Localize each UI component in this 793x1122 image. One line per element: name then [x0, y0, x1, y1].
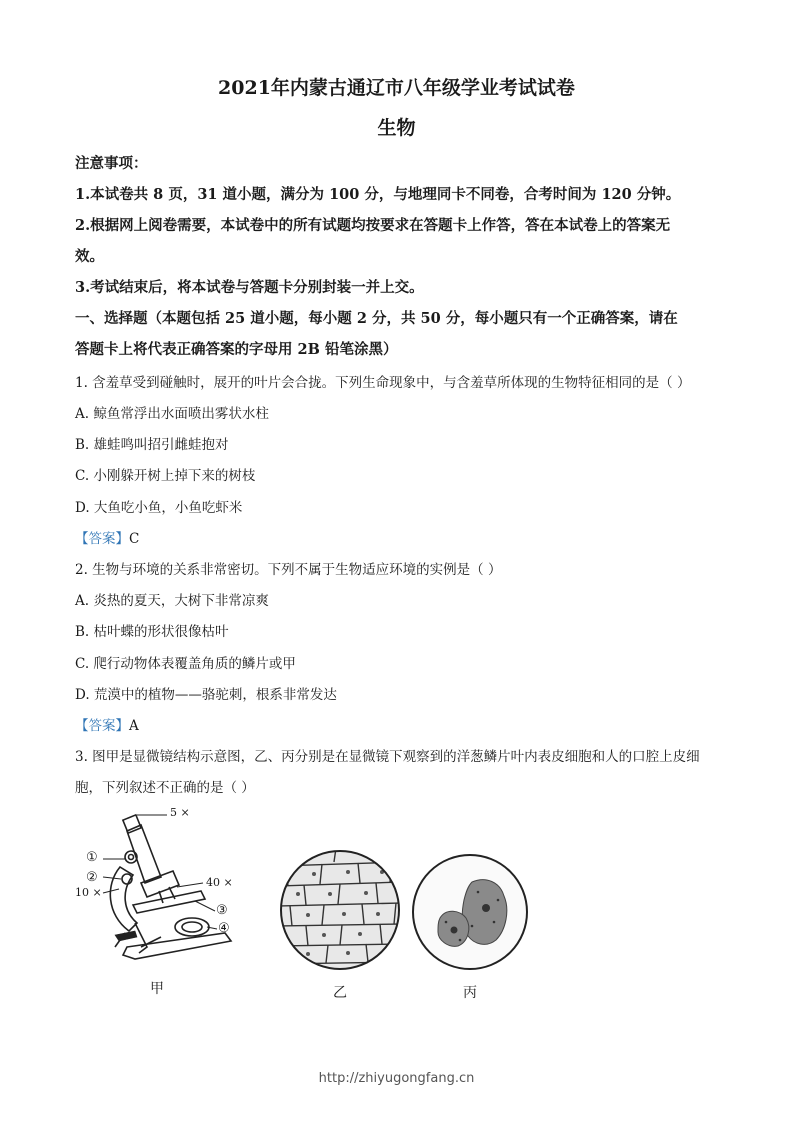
- page-title: 2021年内蒙古通辽市八年级学业考试试卷: [218, 77, 575, 99]
- q1-answer: [75, 527, 139, 547]
- q1-option-d: D. 大鱼吃小鱼，小鱼吃虾米: [75, 500, 243, 516]
- q2-option-d: D. 荒漠中的植物——骆驼刺，根系非常发达: [75, 687, 337, 703]
- onion-cells-figure: [278, 848, 402, 972]
- answer-value: C: [129, 531, 140, 547]
- microscope-mark-5x: 5 ×: [170, 806, 190, 819]
- q2-option-c: C. 爬行动物体表覆盖角质的鳞片或甲: [75, 656, 296, 672]
- q2-option-a: A. 炎热的夏天，大树下非常凉爽: [75, 593, 269, 609]
- notice-item-3: 3.考试结束后，将本试卷与答题卡分别封装一并上交。: [75, 279, 424, 296]
- section-heading-line-2: 答题卡上将代表正确答案的字母用 2B 铅笔涂黑）: [75, 341, 398, 358]
- notice-item-2-line-2: 效。: [75, 248, 104, 265]
- q1-option-a: A. 鲸鱼常浮出水面喷出雾状水柱: [75, 406, 269, 422]
- microscope-mark-4: ④: [218, 921, 230, 936]
- figure-label-bing: 丙: [463, 985, 477, 1001]
- microscope-mark-2: ②: [86, 870, 98, 885]
- footer-url: http://zhiyugongfang.cn: [318, 1071, 475, 1086]
- cheek-cells-figure: [410, 852, 530, 972]
- notice-heading: 注意事项：: [75, 155, 148, 172]
- figure-label-jia: 甲: [150, 981, 164, 997]
- section-heading-line-1: 一、选择题（本题包括 25 道小题，每小题 2 分，共 50 分，每小题只有一个正确答案，请在: [75, 310, 678, 327]
- microscope-figure: [75, 805, 260, 975]
- q3-stem-line-1: 3. 图甲是显微镜结构示意图，乙、丙分别是在显微镜下观察到的洋葱鳞片叶内表皮细胞和人的口腔上皮细: [75, 749, 700, 765]
- q1-option-c: C. 小刚躲开树上掉下来的树枝: [75, 468, 256, 484]
- answer-tag: 【答案】: [75, 718, 129, 734]
- answer-value: A: [129, 718, 139, 734]
- microscope-mark-3: ③: [216, 903, 228, 918]
- microscope-mark-40x: 40 ×: [206, 876, 233, 889]
- page-subtitle: 生物: [377, 117, 416, 139]
- q2-option-b: B. 枯叶蝶的形状很像枯叶: [75, 624, 229, 640]
- q1-stem: 1. 含羞草受到碰触时，展开的叶片会合拢。下列生命现象中，与含羞草所体现的生物特征相同的是（ ）: [75, 375, 691, 391]
- notice-item-1: 1.本试卷共 8 页，31 道小题，满分为 100 分，与地理同卡不同卷，合考时间为 120 分钟。: [75, 186, 681, 203]
- figure-label-yi: 乙: [333, 985, 347, 1001]
- q2-stem: 2. 生物与环境的关系非常密切。下列不属于生物适应环境的实例是（ ）: [75, 562, 502, 578]
- answer-tag: 【答案】: [75, 531, 129, 547]
- microscope-mark-10x: 10 ×: [75, 886, 102, 899]
- microscope-mark-1: ①: [86, 850, 98, 865]
- q1-option-b: B. 雄蛙鸣叫招引雌蛙抱对: [75, 437, 229, 453]
- notice-item-2-line-1: 2.根据网上阅卷需要，本试卷中的所有试题均按要求在答题卡上作答，答在本试卷上的答案无: [75, 217, 671, 234]
- q2-answer: [75, 714, 139, 734]
- q3-stem-line-2: 胞，下列叙述不正确的是（ ）: [75, 780, 255, 796]
